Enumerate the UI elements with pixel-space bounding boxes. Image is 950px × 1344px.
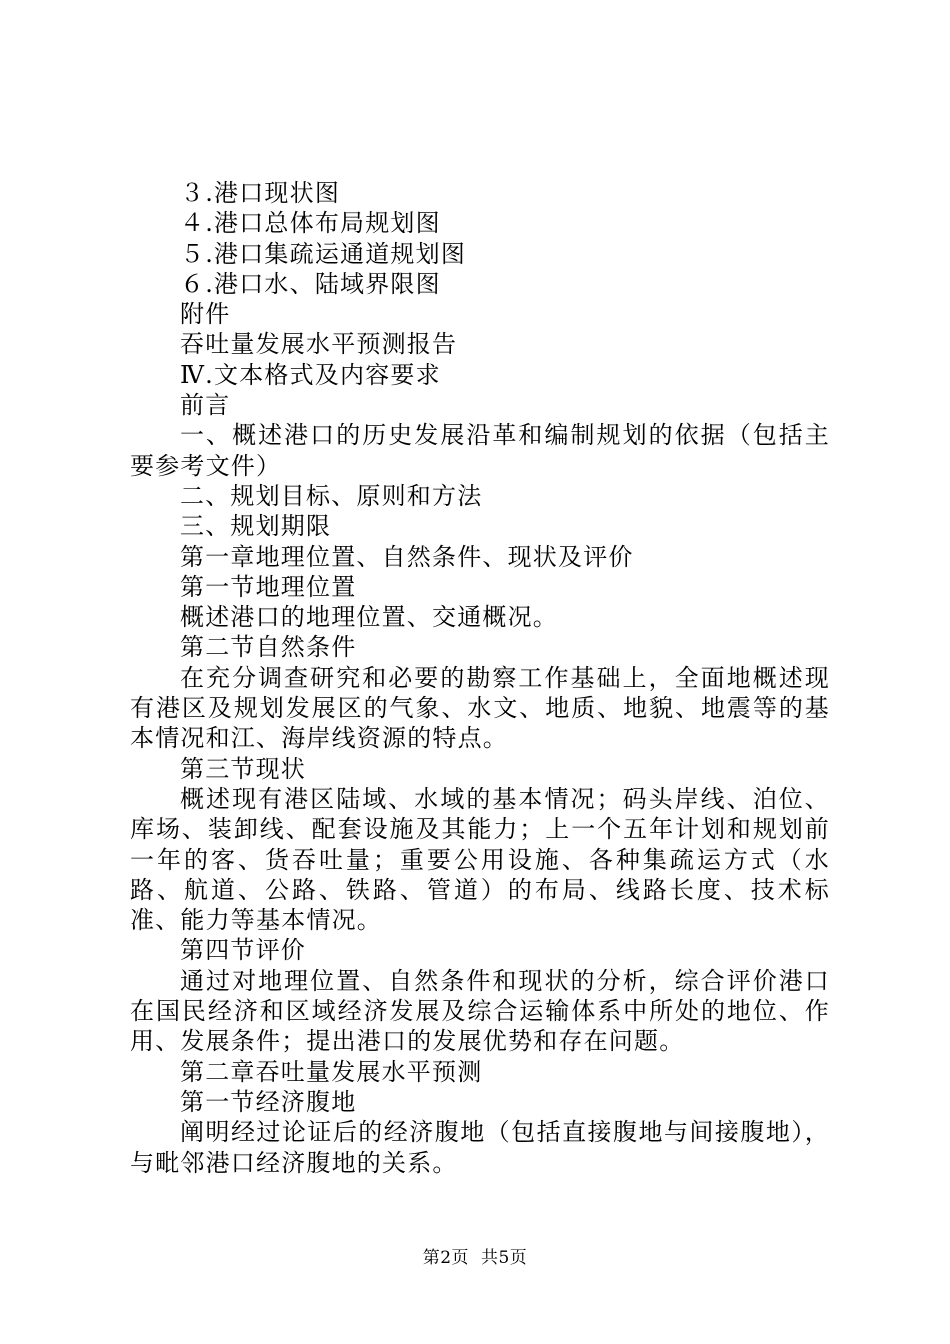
paragraph: 一、概述港口的历史发展沿革和编制规划的依据（包括主要参考文件） [130,421,830,480]
text-line: 概述港口的地理位置、交通概况。 [180,603,558,632]
section-heading: 第四节评价 [180,936,306,965]
section-heading: 第一节地理位置 [180,572,357,601]
text-line: ３.港口现状图 [180,179,341,207]
text-line: 二、规划目标、原则和方法 [180,481,483,510]
section-heading: Ⅳ.文本格式及内容要求 [180,360,441,389]
page-number: 第2页 [422,1248,470,1268]
section-heading: 第三节现状 [180,754,306,783]
text-line: ５.港口集疏运通道规划图 [180,239,467,268]
text-line: ４.港口总体布局规划图 [180,209,441,238]
paragraph: 在充分调查研究和必要的勘察工作基础上，全面地概述现有港区及规划发展区的气象、水文、地质、地貌、地震等的基本情况和江、海岸线资源的特点。 [130,663,830,753]
paragraph: 概述现有港区陆域、水域的基本情况；码头岸线、泊位、库场、装卸线、配套设施及其能力；上一个五年计划和规划前一年的客、货吞吐量；重要公用设施、各种集疏运方式（水路、航道、公路、铁路、管道）的布局、线路长度、技术标准、能力等基本情况。 [130,784,830,935]
section-heading: 前言 [180,391,231,420]
chapter-heading: 第二章吞吐量发展水平预测 [180,1057,483,1086]
paragraph: 通过对地理位置、自然条件和现状的分析，综合评价港口在国民经济和区域经济发展及综合运输体系中所处的地位、作用、发展条件；提出港口的发展优势和存在问题。 [130,966,830,1056]
section-heading: 第二节自然条件 [180,633,357,662]
page-footer [0,1243,950,1268]
text-line: 吞吐量发展水平预测报告 [180,330,458,359]
document-body [130,178,830,1178]
text-line: ６.港口水、陆域界限图 [180,269,441,298]
section-heading: 第一节经济腹地 [180,1087,357,1116]
text-line: 三、规划期限 [180,512,332,541]
text-line: 附件 [180,300,231,329]
paragraph: 阐明经过论证后的经济腹地（包括直接腹地与间接腹地），与毗邻港口经济腹地的关系。 [130,1118,830,1177]
page-total: 共5页 [480,1248,528,1268]
chapter-heading: 第一章地理位置、自然条件、现状及评价 [180,542,634,571]
